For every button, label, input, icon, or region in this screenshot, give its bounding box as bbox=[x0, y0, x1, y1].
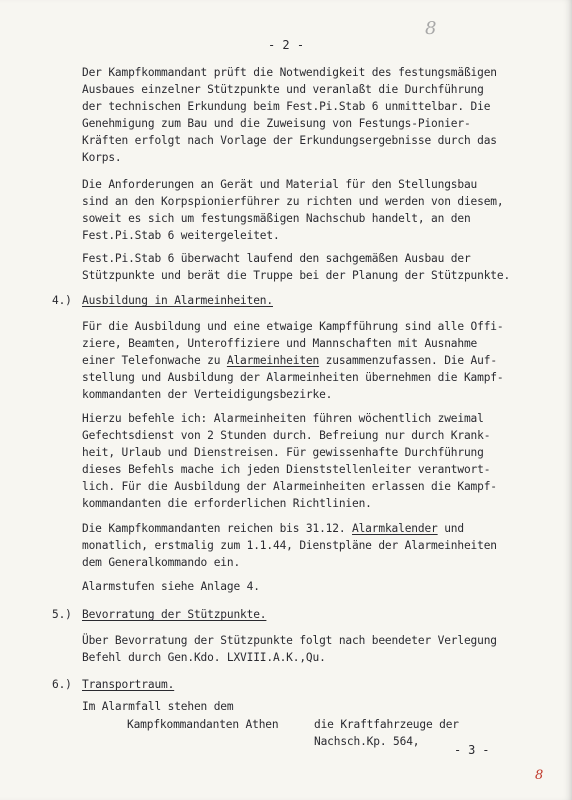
section-title: Ausbildung in Alarmeinheiten. bbox=[82, 294, 273, 307]
body-line: Für die Ausbildung und eine etwaige Kampfführung sind alle Offi- bbox=[82, 320, 504, 333]
body-line: Über Bevorratung der Stützpunkte folgt nach beendeter Verlegung bbox=[82, 634, 497, 647]
section-number: 5.) bbox=[52, 608, 72, 621]
body-line: Der Kampfkommandant prüft die Notwendigkeit des festungsmäßigen bbox=[82, 66, 497, 79]
body-line: Fest.Pi.Stab 6 überwacht laufend den sachgemäßen Ausbau der bbox=[82, 252, 471, 265]
body-line: sind an den Korpspionierführer zu richten und werden von diesem, bbox=[82, 195, 504, 208]
body-line: soweit es sich um festungsmäßigen Nachschub handelt, an den bbox=[82, 212, 471, 225]
body-line: die Kraftfahrzeuge der bbox=[314, 718, 459, 731]
page-number: - 2 - bbox=[267, 38, 305, 52]
body-line: Kampfkommandanten Athen bbox=[127, 718, 279, 731]
body-line: stellung und Ausbildung der Alarmeinheiten übernehmen die Kampf- bbox=[82, 371, 504, 384]
section-number: 6.) bbox=[52, 678, 72, 691]
body-text: und bbox=[437, 522, 464, 535]
underlined-term: Alarmkalender bbox=[352, 522, 438, 535]
body-line: heit, Urlaub und Dienstreisen. Für gewissenhafte Durchführung bbox=[82, 446, 484, 459]
body-line: Nachsch.Kp. 564, bbox=[314, 735, 420, 748]
body-line: Kräften erfolgt nach Vorlage der Erkundungsergebnisse durch das bbox=[82, 134, 497, 147]
body-line: Befehl durch Gen.Kdo. LXVIII.A.K.,Qu. bbox=[82, 651, 326, 664]
body-line: der technischen Erkundung beim Fest.Pi.Stab 6 unmittelbar. Die bbox=[82, 100, 491, 113]
body-line: monatlich, erstmalig zum 1.1.44, Dienstpläne der Alarmeinheiten bbox=[82, 539, 497, 552]
body-line: kommandanten die erforderlichen Richtlinien. bbox=[82, 497, 372, 510]
body-line: kommandanten der Verteidigungsbezirke. bbox=[82, 388, 333, 401]
section-title: Bevorratung der Stützpunkte. bbox=[82, 608, 267, 621]
body-line: Genehmigung zum Bau und die Zuweisung von Festungs-Pionier- bbox=[82, 117, 471, 130]
body-text: einer Telefonwache zu bbox=[82, 354, 227, 367]
section-title: Transportraum. bbox=[82, 678, 175, 691]
section-number: 4.) bbox=[52, 294, 72, 307]
body-line: Korps. bbox=[82, 151, 122, 164]
body-line: Die Anforderungen an Gerät und Material für den Stellungsbau bbox=[82, 178, 478, 191]
body-line bbox=[82, 352, 497, 369]
next-page-marker: - 3 - bbox=[454, 743, 490, 757]
body-line: ziere, Beamten, Unteroffiziere und Mannschaften mit Ausnahme bbox=[82, 337, 478, 350]
body-line: Ausbaues einzelner Stützpunkte und veranlaßt die Durchführung bbox=[82, 83, 484, 96]
body-line: Stützpunkte und berät die Truppe bei der Planung der Stützpunkte. bbox=[82, 269, 511, 282]
body-line: Fest.Pi.Stab 6 weitergeleitet. bbox=[82, 229, 280, 242]
red-folio-bottom: 8 bbox=[535, 768, 544, 783]
body-line: Alarmstufen siehe Anlage 4. bbox=[82, 580, 260, 593]
body-line bbox=[82, 520, 464, 537]
body-line: Hierzu befehle ich: Alarmeinheiten führen wöchentlich zweimal bbox=[82, 412, 484, 425]
underlined-term: Alarmeinheiten bbox=[226, 354, 320, 367]
body-line: Gefechtsdienst von 2 Stunden durch. Befreiung nur durch Krank- bbox=[82, 429, 491, 442]
body-text: zusammenzufassen. Die Auf- bbox=[319, 354, 497, 367]
body-line: Im Alarmfall stehen dem bbox=[82, 700, 234, 713]
body-text: Die Kampfkommandanten reichen bis 31.12. bbox=[82, 522, 353, 535]
body-line: dem Generalkommando ein. bbox=[82, 556, 241, 569]
body-line: dieses Befehls mache ich jeden Dienststellenleiter verantwort- bbox=[82, 463, 491, 476]
pencil-folio-top: 8 bbox=[425, 18, 437, 39]
body-line: lich. Für die Ausbildung der Alarmeinheiten erlassen die Kampf- bbox=[82, 480, 497, 493]
